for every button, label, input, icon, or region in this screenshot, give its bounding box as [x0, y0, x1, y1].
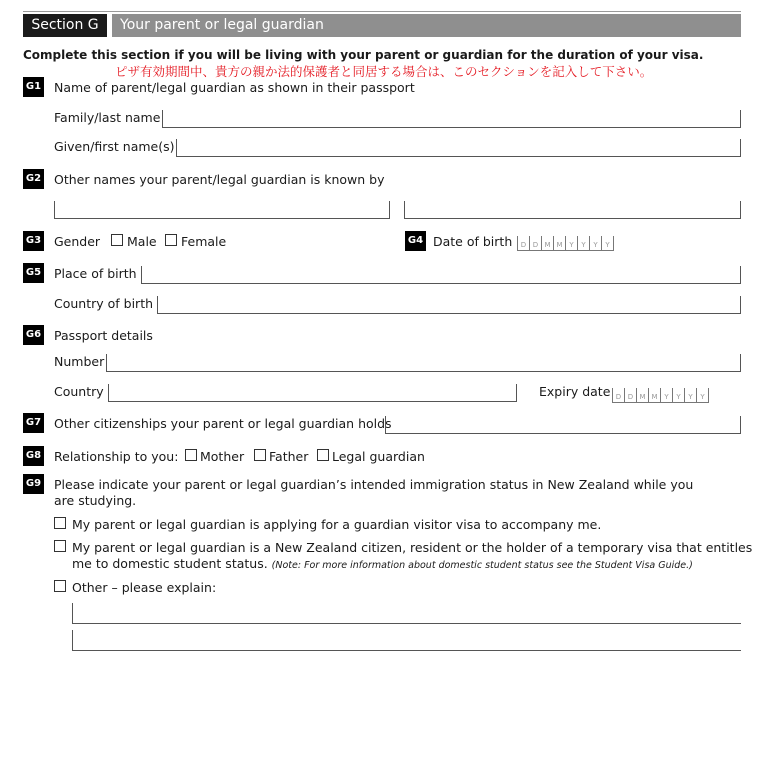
question-number-g4: G4 [405, 231, 426, 251]
other-citizenships-label: Other citizenships your parent or legal guardian holds [54, 416, 392, 431]
given-name-label: Given/first name(s) [54, 139, 175, 154]
other-name-field-2[interactable] [404, 201, 741, 219]
family-name-field[interactable] [162, 110, 741, 128]
country-of-birth-field[interactable] [157, 296, 741, 314]
question-number-g7: G7 [23, 413, 44, 433]
question-number-g5: G5 [23, 263, 44, 283]
nz-citizen-resident-checkbox[interactable] [54, 540, 66, 552]
gender-label: Gender [54, 234, 101, 249]
female-label: Female [181, 234, 227, 249]
g9-label-line2: are studying. [54, 493, 137, 508]
question-number-g9: G9 [23, 474, 44, 494]
female-checkbox[interactable] [165, 234, 177, 246]
father-checkbox[interactable] [254, 449, 266, 461]
relationship-label: Relationship to you: [54, 449, 179, 464]
mother-label: Mother [200, 449, 245, 464]
dob-label: Date of birth [433, 234, 513, 249]
male-label: Male [127, 234, 157, 249]
passport-country-label: Country [54, 384, 104, 399]
legal-guardian-checkbox[interactable] [317, 449, 329, 461]
g1-label: Name of parent/legal guardian as shown in their passport [54, 80, 415, 95]
given-name-field[interactable] [176, 139, 741, 157]
passport-number-field[interactable] [106, 354, 741, 372]
guardian-visitor-visa-checkbox[interactable] [54, 517, 66, 529]
passport-country-field[interactable] [108, 384, 517, 402]
question-number-g1: G1 [23, 77, 44, 97]
student-visa-guide-note: (Note: For more information about domestic student status see the Student Visa Guide.) [271, 560, 693, 571]
legal-guardian-label: Legal guardian [332, 449, 425, 464]
other-citizenships-field[interactable] [385, 416, 741, 434]
expiry-date-field[interactable]: D D M M Y Y Y Y [612, 388, 709, 403]
nz-citizen-resident-label-line1: My parent or legal guardian is a New Zealand citizen, resident or the holder of a temporary visa that entitles [72, 540, 753, 555]
place-of-birth-field[interactable] [141, 266, 741, 284]
family-name-label: Family/last name [54, 110, 161, 125]
male-checkbox[interactable] [111, 234, 123, 246]
father-label: Father [269, 449, 309, 464]
question-number-g3: G3 [23, 231, 44, 251]
g2-label: Other names your parent/legal guardian is known by [54, 172, 385, 187]
expiry-date-label: Expiry date [539, 384, 611, 399]
question-number-g2: G2 [23, 169, 44, 189]
dob-field[interactable]: D D M M Y Y Y Y [517, 236, 614, 251]
other-explain-field-line1[interactable] [72, 603, 741, 624]
section-label: Section G [23, 14, 107, 37]
g9-label-line1: Please indicate your parent or legal guardian’s intended immigration status in New Zealand while you [54, 477, 694, 492]
place-of-birth-label: Place of birth [54, 266, 137, 281]
passport-number-label: Number [54, 354, 105, 369]
top-rule [23, 11, 741, 12]
question-number-g6: G6 [23, 325, 44, 345]
other-explain-field-line2[interactable] [72, 630, 741, 651]
question-number-g8: G8 [23, 446, 44, 466]
other-explain-label: Other – please explain: [72, 580, 217, 595]
guardian-visitor-visa-label: My parent or legal guardian is applying for a guardian visitor visa to accompany me. [72, 517, 602, 532]
nz-citizen-resident-label-line2: me to domestic student status. (Note: For more information about domestic student status see the Student Visa Guide.) [72, 556, 693, 571]
other-name-field-1[interactable] [54, 201, 390, 219]
intro-text: Complete this section if you will be living with your parent or guardian for the duration of your visa. [23, 48, 704, 62]
mother-checkbox[interactable] [185, 449, 197, 461]
section-title: Your parent or legal guardian [112, 14, 741, 37]
country-of-birth-label: Country of birth [54, 296, 154, 311]
passport-details-label: Passport details [54, 328, 153, 343]
intro-text-japanese: ピザ有効期間中、貴方の親か法的保護者と同居する場合は、このセクションを記入して下さい。 [115, 64, 653, 79]
other-checkbox[interactable] [54, 580, 66, 592]
